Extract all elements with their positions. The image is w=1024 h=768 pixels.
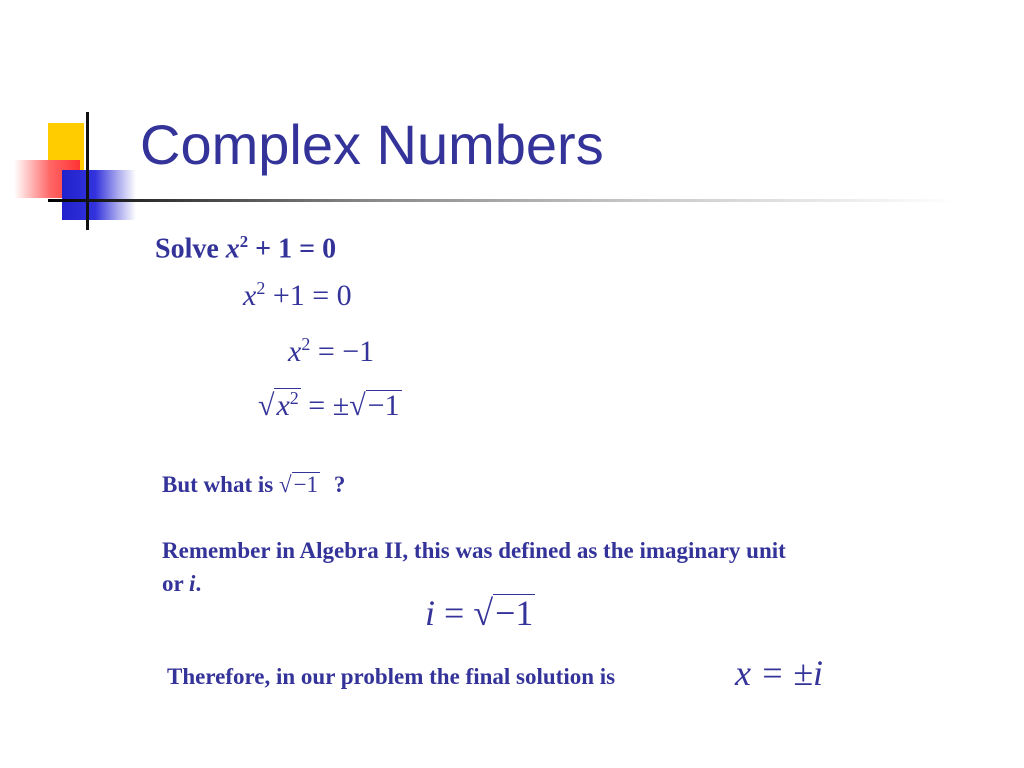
definition-equation <box>425 592 535 634</box>
step1-exponent: 2 <box>256 278 266 298</box>
radical-sign-icon: √ <box>349 389 366 422</box>
step3-radicand: −1 <box>367 389 400 422</box>
problem-variable: x <box>225 233 240 265</box>
equation-step-3 <box>258 388 402 423</box>
radical-sign-icon: √ <box>473 593 494 633</box>
question-text: But what is <box>162 472 274 497</box>
definition-variable: i <box>425 593 436 633</box>
problem-rest: + 1 = 0 <box>255 233 337 265</box>
radical-x-squared <box>274 388 300 421</box>
radical-sign-icon: √ <box>278 472 292 497</box>
imaginary-unit: i <box>189 571 196 596</box>
problem-label: Solve <box>155 233 219 265</box>
equation-step-1 <box>243 278 352 313</box>
radical-sign-icon: √ <box>258 389 275 422</box>
question-line <box>162 472 345 498</box>
blue-square-decoration <box>62 170 136 220</box>
step1-variable: x <box>243 279 257 312</box>
remember-paragraph <box>162 534 962 600</box>
equation-step-2 <box>288 334 374 369</box>
definition-radicand: −1 <box>495 593 534 633</box>
remember-prefix: or <box>162 571 184 596</box>
step2-variable: x <box>288 335 302 368</box>
problem-statement <box>155 232 336 265</box>
step2-rest: = −1 <box>317 335 375 368</box>
title-underline <box>48 199 958 202</box>
question-radicand: −1 <box>293 472 319 497</box>
step2-exponent: 2 <box>301 334 311 354</box>
slide-title: Complex Numbers <box>140 113 604 176</box>
remember-text: Remember in Algebra II, this was defined as the imaginary unit <box>162 538 786 563</box>
problem-exponent: 2 <box>239 232 249 251</box>
definition-equals: = <box>444 593 465 633</box>
remember-suffix: . <box>195 571 202 596</box>
conclusion-text: Therefore, in our problem the final solution is <box>167 664 616 689</box>
vertical-rule <box>86 112 89 230</box>
final-solution: x = ±i <box>735 653 824 693</box>
step3-exponent: 2 <box>289 388 299 408</box>
step3-equals-plusminus: = ± <box>308 389 350 422</box>
question-mark: ? <box>333 472 346 497</box>
step3-variable: x <box>276 389 290 422</box>
step1-rest: +1 = 0 <box>272 279 352 312</box>
